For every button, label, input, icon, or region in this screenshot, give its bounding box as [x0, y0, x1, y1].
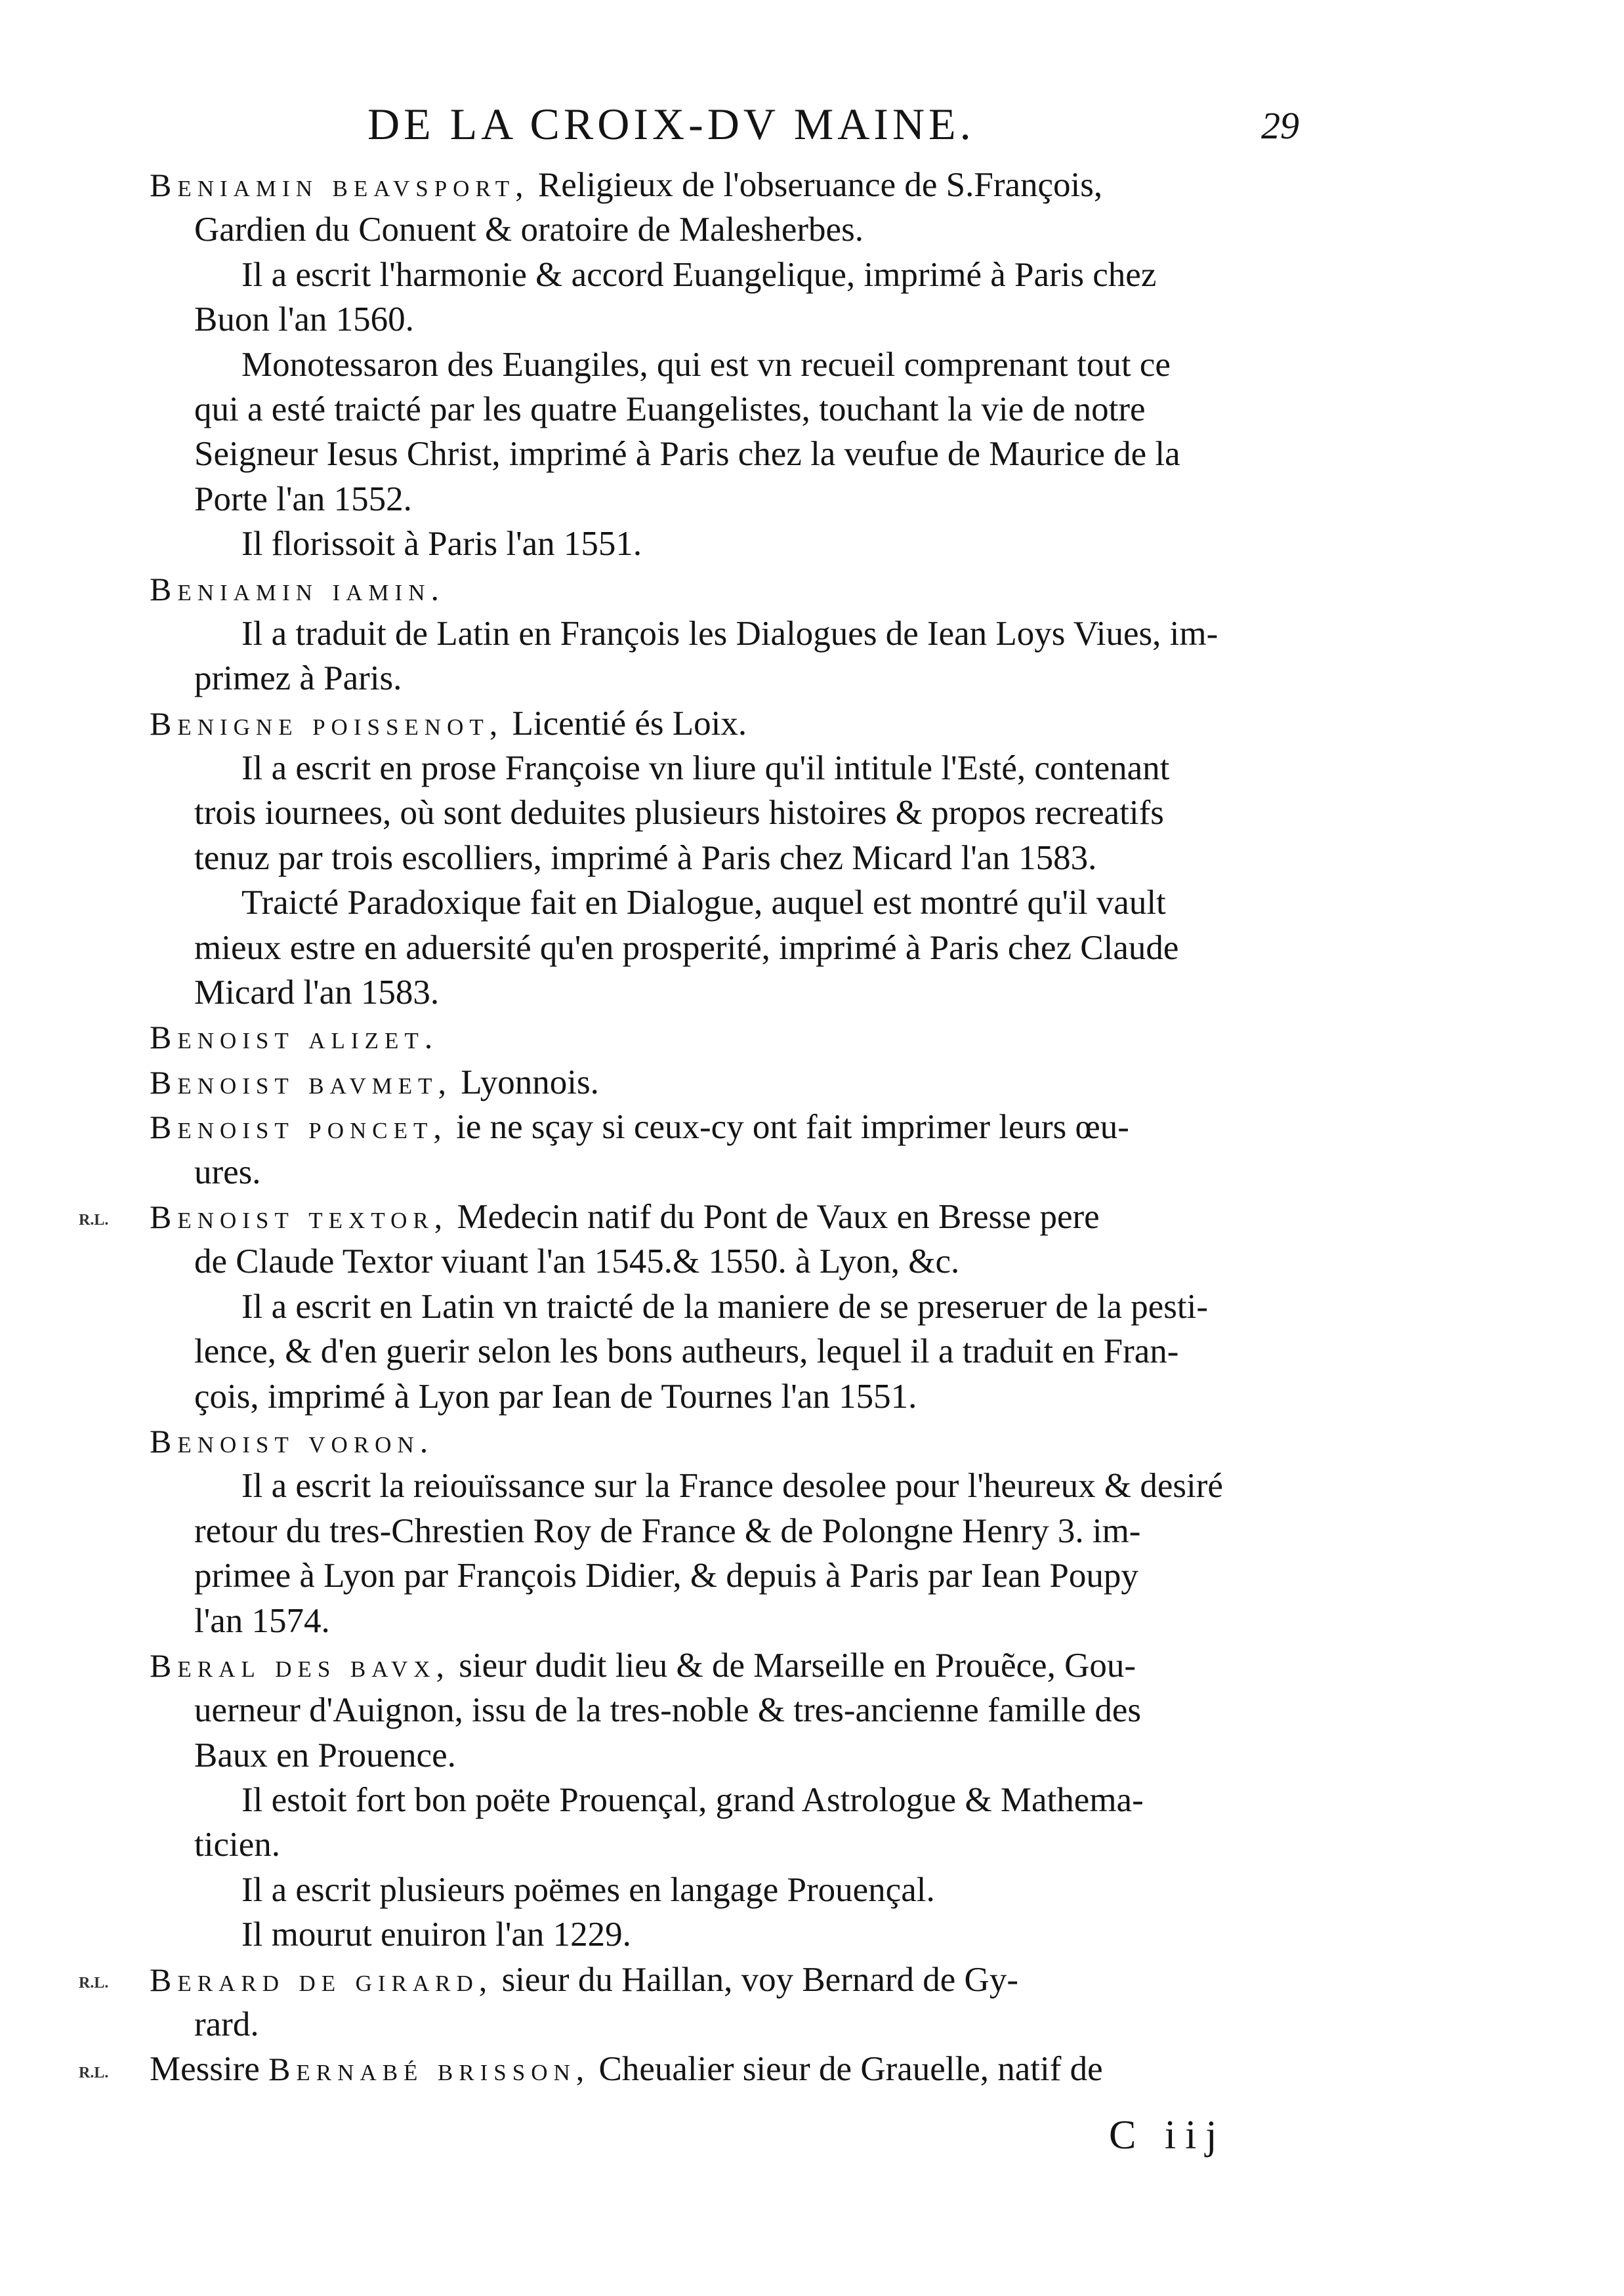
text-line	[150, 1733, 1298, 1778]
page-number: 29	[1261, 104, 1299, 147]
line-text: mieux estre en aduersité qu'en prosperité, imprimé à Paris chez Claude	[194, 928, 1179, 967]
line-text: Il a escrit en Latin vn traicté de la maniere de se preseruer de la pesti-	[241, 1287, 1208, 1326]
author-name: Benoist poncet,	[150, 1109, 448, 1146]
author-name: Berard de girard,	[150, 1961, 493, 1998]
line-text: Il florissoit à Paris l'an 1551.	[241, 525, 642, 564]
line-text: ie ne sçay si ceux-cy ont fait imprimer leurs œu-	[447, 1108, 1129, 1147]
running-title: DE LA CROIX-DV MAINE.	[367, 99, 975, 149]
entry-heading-line	[150, 2047, 1298, 2091]
text-line	[150, 1239, 1298, 1284]
entry-heading-line	[150, 1105, 1298, 1149]
text-line	[150, 477, 1298, 522]
line-text: çois, imprimé à Lyon par Iean de Tournes l'an 1551.	[194, 1377, 917, 1416]
author-name: Benoist bavmet,	[150, 1063, 453, 1101]
line-prefix: Messire	[150, 2050, 269, 2089]
author-name: Benoist alizet.	[150, 1019, 439, 1056]
line-text: Porte l'an 1552.	[194, 480, 412, 518]
entry-heading-line	[150, 163, 1298, 207]
line-text: l'an 1574.	[194, 1601, 330, 1640]
line-text: Micard l'an 1583.	[194, 974, 440, 1012]
text-line	[150, 1150, 1298, 1195]
margin-note: R.L.	[79, 1212, 109, 1229]
text-line	[150, 1599, 1298, 1643]
text-line	[150, 207, 1298, 252]
entry-heading-line	[150, 1643, 1298, 1688]
line-text: Baux en Prouence.	[194, 1736, 456, 1774]
text-line	[150, 1329, 1298, 1374]
text-line	[150, 1912, 1298, 1957]
line-text: ticien.	[194, 1826, 280, 1864]
text-line	[150, 2002, 1298, 2047]
author-name: Beral des bavx,	[150, 1647, 451, 1684]
entry-heading-line	[150, 1060, 1298, 1105]
text-line	[150, 611, 1298, 656]
line-text: sieur dudit lieu & de Marseille en Prouẽce, Gou-	[450, 1646, 1136, 1685]
text-line	[150, 253, 1298, 297]
text-body	[150, 163, 1298, 2092]
text-line	[150, 1464, 1298, 1508]
line-text: Cheualier sieur de Grauelle, natif de	[590, 2050, 1103, 2089]
line-text: Il mourut enuiron l'an 1229.	[241, 1916, 631, 1954]
text-line	[150, 1778, 1298, 1822]
text-line	[150, 387, 1298, 432]
text-line	[150, 432, 1298, 476]
line-text: uerneur d'Auignon, issu de la tres-noble & tres-ancienne famille des	[194, 1691, 1142, 1730]
line-text: Il a escrit plusieurs poëmes en langage Prouençal.	[241, 1870, 935, 1909]
line-text: Licentié és Loix.	[503, 704, 747, 743]
text-line	[150, 656, 1298, 701]
line-text: trois iournees, où sont deduites plusieurs histoires & propos recreatifs	[194, 794, 1164, 832]
entry-heading-line	[150, 1958, 1298, 2002]
line-text: Buon l'an 1560.	[194, 300, 414, 339]
page-header	[144, 98, 1299, 151]
line-text: sieur du Haillan, voy Bernard de Gy-	[493, 1960, 1018, 1999]
line-text: Gardien du Conuent & oratoire de Malesherbes.	[194, 211, 864, 249]
entry-heading-line	[150, 1195, 1298, 1239]
text-line	[150, 1284, 1298, 1329]
line-text: Il a escrit en prose Françoise vn liure qu'il intitule l'Esté, contenant	[241, 749, 1170, 788]
line-text: primez à Paris.	[194, 659, 402, 698]
line-text: Monotessaron des Euangiles, qui est vn recueil comprenant tout ce	[241, 345, 1171, 384]
entry-heading-line	[150, 567, 1298, 611]
line-text: retour du tres-Chrestien Roy de France & de Polongne Henry 3. im-	[194, 1511, 1141, 1550]
text-line	[150, 297, 1298, 342]
line-text: Il a escrit l'harmonie & accord Euangelique, imprimé à Paris chez	[241, 255, 1157, 294]
text-line	[150, 880, 1298, 925]
text-line	[150, 1868, 1298, 1912]
text-line	[150, 1374, 1298, 1419]
text-line	[150, 790, 1298, 835]
entry-heading-line	[150, 1419, 1298, 1464]
author-name: Bernabé brisson,	[268, 2051, 591, 2088]
signature-mark: C iij	[1109, 2113, 1226, 2158]
line-text: rard.	[194, 2005, 259, 2044]
line-text: primee à Lyon par François Didier, & depuis à Paris par Iean Poupy	[194, 1557, 1138, 1595]
line-text: ures.	[194, 1153, 261, 1191]
line-text: Medecin natif du Pont de Vaux en Bresse pere	[448, 1197, 1100, 1236]
author-name: Beniamin iamin.	[150, 570, 445, 607]
text-line	[150, 1553, 1298, 1598]
line-text: qui a esté traicté par les quatre Euangelistes, touchant la vie de notre	[194, 390, 1146, 428]
line-text: Il a traduit de Latin en François les Dialogues de Iean Loys Viues, im-	[241, 614, 1218, 653]
entry-heading-line	[150, 1015, 1298, 1059]
margin-note: R.L.	[79, 1975, 109, 1992]
author-name: Benigne poissenot,	[150, 705, 504, 742]
line-text: de Claude Textor viuant l'an 1545.& 1550. à Lyon, &c.	[194, 1242, 960, 1281]
entry-heading-line	[150, 701, 1298, 746]
line-text: Seigneur Iesus Christ, imprimé à Paris chez la veufue de Maurice de la	[194, 435, 1180, 474]
author-name: Benoist textor,	[150, 1198, 449, 1235]
line-text: Religieux de l'obseruance de S.François,	[529, 166, 1103, 204]
text-line	[150, 836, 1298, 880]
text-line	[150, 1688, 1298, 1732]
line-text: Traicté Paradoxique fait en Dialogue, auquel est montré qu'il vault	[241, 884, 1166, 922]
line-text: lence, & d'en guerir selon les bons autheurs, lequel il a traduit en Fran-	[194, 1332, 1179, 1371]
text-line	[150, 1509, 1298, 1553]
text-line	[150, 746, 1298, 790]
text-line	[150, 1822, 1298, 1867]
line-text: Lyonnois.	[452, 1063, 599, 1101]
author-name: Benoist voron.	[150, 1422, 434, 1460]
text-line	[150, 342, 1298, 387]
margin-note: R.L.	[79, 2064, 109, 2081]
text-line	[150, 970, 1298, 1015]
line-text: tenuz par trois escolliers, imprimé à Paris chez Micard l'an 1583.	[194, 838, 1097, 877]
text-line	[150, 926, 1298, 970]
text-line	[150, 522, 1298, 566]
author-name: Beniamin beavsport,	[150, 167, 530, 203]
line-text: Il a escrit la reiouïssance sur la France desolee pour l'heureux & desiré	[241, 1467, 1223, 1506]
line-text: Il estoit fort bon poëte Prouençal, grand Astrologue & Mathema-	[241, 1781, 1144, 1820]
